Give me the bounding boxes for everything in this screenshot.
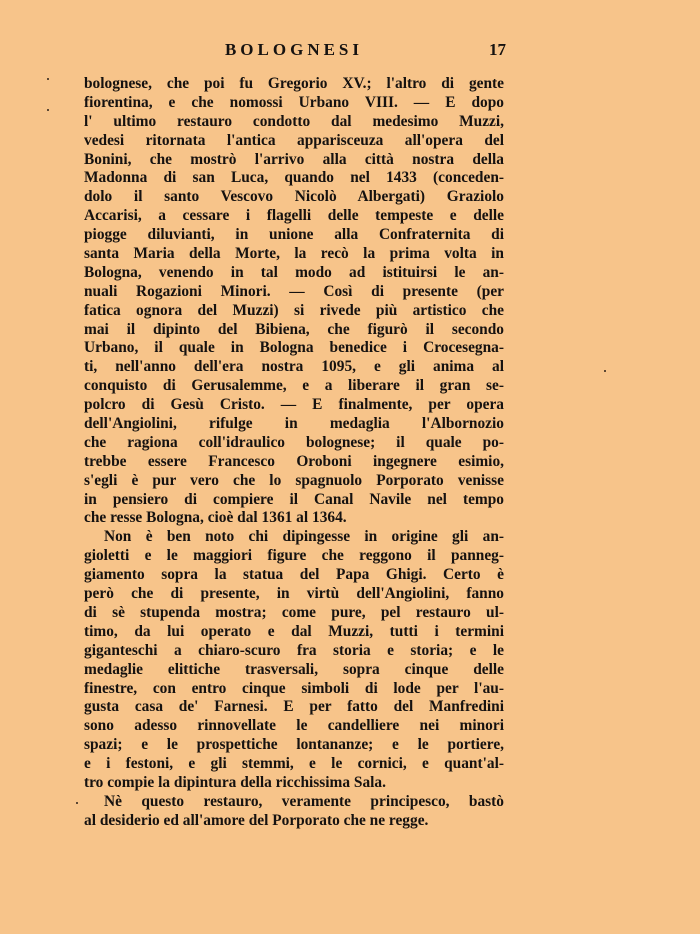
print-speck xyxy=(47,109,49,111)
text-line: bolognese, che poi fu Gregorio XV.; l'altro di gente xyxy=(84,75,504,92)
text-line: Madonna di san Luca, quando nel 1433 (conceden- xyxy=(84,169,504,187)
page-number: 17 xyxy=(489,40,506,59)
running-title: BOLOGNESI xyxy=(224,40,364,59)
text-line: e i festoni, e gli stemmi, e le cornici, e quant'al- xyxy=(84,755,504,773)
text-line: finestre, con entro cinque simboli di lode per l'au- xyxy=(84,679,504,697)
text-line: giganteschi a chiaro-scuro fra storia e storia; e le xyxy=(84,641,504,659)
text-line: tro compie la dipintura della ricchissima Sala. xyxy=(84,773,386,791)
text-line: mai il dipinto del Bibiena, che figurò il secondo xyxy=(84,320,504,338)
text-line: sono adesso rinnovellate le candelliere nei minori xyxy=(84,717,504,735)
paragraph xyxy=(84,793,504,831)
text-line: Urbano, il quale in Bologna benedice i Crocesegna- xyxy=(84,339,504,357)
text-line: che ragiona coll'idraulico bolognese; il quale po- xyxy=(84,433,504,451)
text-line: al desiderio ed all'amore del Porporato che ne regge. xyxy=(84,811,429,829)
text-line: s'egli è pur vero che lo spagnuolo Porporato venisse xyxy=(84,471,504,489)
paragraph xyxy=(84,528,504,792)
text-line: medaglie elittiche trasversali, sopra cinque delle xyxy=(84,660,504,678)
text-line: l' ultimo restauro condotto dal medesimo Muzzi, xyxy=(84,112,504,130)
print-speck xyxy=(604,370,606,372)
paragraph xyxy=(84,75,504,528)
print-speck xyxy=(76,802,78,804)
text-line: Bonini, che mostrò l'arrivo alla città nostra della xyxy=(84,150,504,168)
text-line: polcro di Gesù Cristo. — E finalmente, per opera xyxy=(84,396,504,414)
text-line: conquisto di Gerusalemme, e a liberare il gran se- xyxy=(84,377,504,395)
text-line: dolo il santo Vescovo Nicolò Albergati) Graziolo xyxy=(84,188,504,206)
text-line: ti, nell'anno dell'era nostra 1095, e gli anima al xyxy=(84,358,504,376)
text-line: fatica ognora del Muzzi) si rivede più artistico che xyxy=(84,301,504,319)
text-line: Nè questo restauro, veramente principesco, bastò xyxy=(104,792,504,810)
text-line: in pensiero di compiere il Canal Navile nel tempo xyxy=(84,490,504,508)
text-line: però che di presente, in virtù dell'Angiolini, fanno xyxy=(84,585,504,603)
body-text xyxy=(84,75,504,831)
text-line: di sè stupenda mostra; come pure, pel restauro ul- xyxy=(84,603,504,621)
text-line: dell'Angiolini, rifulge in medaglia l'Albornozio xyxy=(84,415,504,433)
text-line: nuali Rogazioni Minori. — Così di presente (per xyxy=(84,282,504,300)
text-line: spazi; e le prospettiche lontananze; e le portiere, xyxy=(84,736,504,754)
text-line: che resse Bologna, cioè dal 1361 al 1364. xyxy=(84,509,347,527)
text-line: Non è ben noto chi dipingesse in origine gli an- xyxy=(104,528,504,546)
text-line: gusta casa de' Farnesi. E per fatto del Manfredini xyxy=(84,698,504,716)
text-line: trebbe essere Francesco Oroboni ingegnere esimio, xyxy=(84,452,504,470)
page-header xyxy=(84,38,504,64)
text-line: Bologna, venendo in tal modo ad istituirsi le an- xyxy=(84,263,504,281)
print-speck xyxy=(47,78,49,80)
text-line: giamento sopra la statua del Papa Ghigi. Certo è xyxy=(84,566,504,584)
text-line: timo, da lui operato e dal Muzzi, tutti i termini xyxy=(84,622,504,640)
text-line: fiorentina, e che nomossi Urbano VIII. — E dopo xyxy=(84,93,504,111)
text-line: gioletti e le maggiori figure che reggono il panneg- xyxy=(84,547,504,565)
text-line: piogge diluvianti, in unione alla Confraternita di xyxy=(84,226,504,244)
text-line: Accarisi, a cessare i flagelli delle tempeste e delle xyxy=(84,207,504,225)
text-line: vedesi ritornata l'antica apparisceuza all'opera del xyxy=(84,131,504,149)
text-line: santa Maria della Morte, la recò la prima volta in xyxy=(84,245,504,263)
